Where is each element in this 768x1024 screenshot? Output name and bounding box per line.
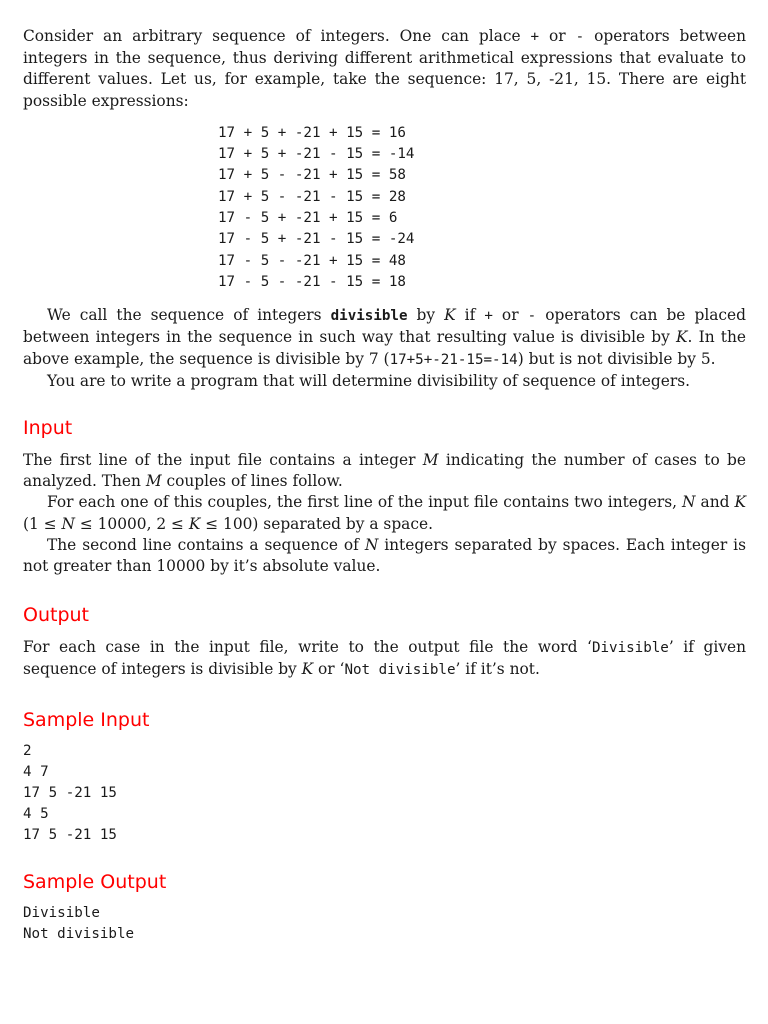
intro-text: Consider an arbitrary sequence of integers. One can place	[23, 27, 531, 45]
k-variable: K	[734, 493, 746, 512]
definition-text: if	[455, 306, 485, 325]
expression-list	[218, 123, 746, 293]
definition-paragraph	[23, 305, 746, 371]
output-text: ’ if given sequence of integers is divisible by	[23, 638, 746, 679]
sample-input-heading: Sample Input	[23, 708, 150, 731]
plus-operator: +	[484, 308, 493, 325]
input-paragraph-1	[23, 450, 746, 492]
output-heading: Output	[23, 604, 89, 627]
input-text: (1 ≤	[23, 514, 62, 533]
intro-paragraph	[23, 26, 746, 112]
input-heading: Input	[23, 417, 73, 439]
k-variable: K	[676, 328, 688, 347]
divisible-term: divisible	[330, 308, 408, 325]
sample-output-block	[23, 903, 746, 945]
sample-output-line: Divisible	[23, 904, 100, 921]
n-variable: N	[61, 514, 75, 533]
input-text: ≤ 10000, 2 ≤	[74, 514, 189, 533]
input-text: couples of lines follow.	[161, 472, 343, 491]
definition-text: by	[407, 306, 445, 325]
input-text: ≤ 100) separated by a space.	[200, 514, 433, 533]
sample-input-line: 4 5	[23, 806, 49, 823]
k-variable: K	[301, 660, 314, 679]
plus-operator: +	[530, 29, 540, 45]
sample-output-line: Not divisible	[23, 925, 135, 942]
task-paragraph: You are to write a program that will determine divisibility of sequence of integers.	[47, 371, 691, 390]
k-variable: K	[444, 306, 456, 325]
output-text: ’ if it’s not.	[455, 660, 540, 679]
input-text: integers separated by spaces. Each integer is not greater than 10000 by it’s absolute value.	[23, 535, 746, 576]
input-paragraph-2	[23, 492, 746, 534]
minus-operator: -	[527, 308, 537, 325]
definition-text: . In the above example, the sequence is divisible by 7 (	[23, 328, 746, 368]
expression-line: 17 + 5 + -21 + 15 = 16	[218, 124, 406, 141]
sample-input-block	[23, 741, 746, 847]
input-text: The second line contains a sequence of	[47, 535, 365, 554]
divisible-word: Divisible	[591, 640, 669, 657]
sample-input-line: 2	[23, 742, 32, 759]
output-text: or ‘	[313, 660, 345, 679]
definition-text: or	[492, 306, 528, 325]
input-text: For each one of this couples, the first line of the input file contains two integers,	[47, 493, 683, 512]
expression-line: 17 + 5 - -21 + 15 = 58	[218, 167, 406, 184]
example-expression: 17+5+-21-15=-14	[389, 351, 518, 368]
expression-line: 17 - 5 + -21 - 15 = -24	[218, 231, 415, 248]
sample-input-line: 17 5 -21 15	[23, 827, 117, 844]
expression-line: 17 + 5 - -21 - 15 = 28	[218, 188, 406, 205]
n-variable: N	[682, 493, 696, 512]
expression-line: 17 - 5 + -21 + 15 = 6	[218, 210, 398, 226]
sample-input-line: 4 7	[23, 763, 49, 780]
expression-line: 17 - 5 - -21 + 15 = 48	[218, 252, 406, 269]
intro-text: operators between integers in the sequence, thus deriving different arithmetical expressions that evaluate to different values. Let us, for example, take the sequence: 17, 5, -21, 15. There are eight possible expressions:	[23, 27, 746, 110]
expression-line: 17 + 5 + -21 - 15 = -14	[218, 146, 415, 163]
k-variable: K	[188, 514, 201, 533]
definition-text: operators can be placed between integers in the sequence in such way that resulting value is divisible by	[23, 306, 746, 347]
minus-operator: -	[575, 29, 585, 45]
sample-output-heading: Sample Output	[23, 870, 167, 893]
input-text: indicating the number of cases to be analyzed. Then	[23, 451, 746, 491]
intro-text: or	[539, 27, 576, 45]
output-paragraph	[23, 637, 746, 681]
input-text: The first line of the input file contains a integer	[23, 451, 423, 469]
expression-line: 17 - 5 - -21 - 15 = 18	[218, 273, 406, 290]
m-variable: M	[145, 472, 162, 491]
sample-input-line: 17 5 -21 15	[23, 785, 117, 802]
n-variable: N	[364, 535, 379, 554]
input-paragraph-3	[23, 535, 746, 577]
definition-text: We call the sequence of integers	[47, 306, 331, 325]
definition-text: ) but is not divisible by 5.	[517, 349, 716, 368]
input-text: and	[695, 493, 735, 512]
not-divisible-word: Not divisible	[344, 662, 456, 679]
m-variable: M	[422, 451, 439, 469]
problem-statement	[23, 26, 746, 945]
output-text: For each case in the input file, write to the output file the word ‘	[23, 638, 592, 657]
